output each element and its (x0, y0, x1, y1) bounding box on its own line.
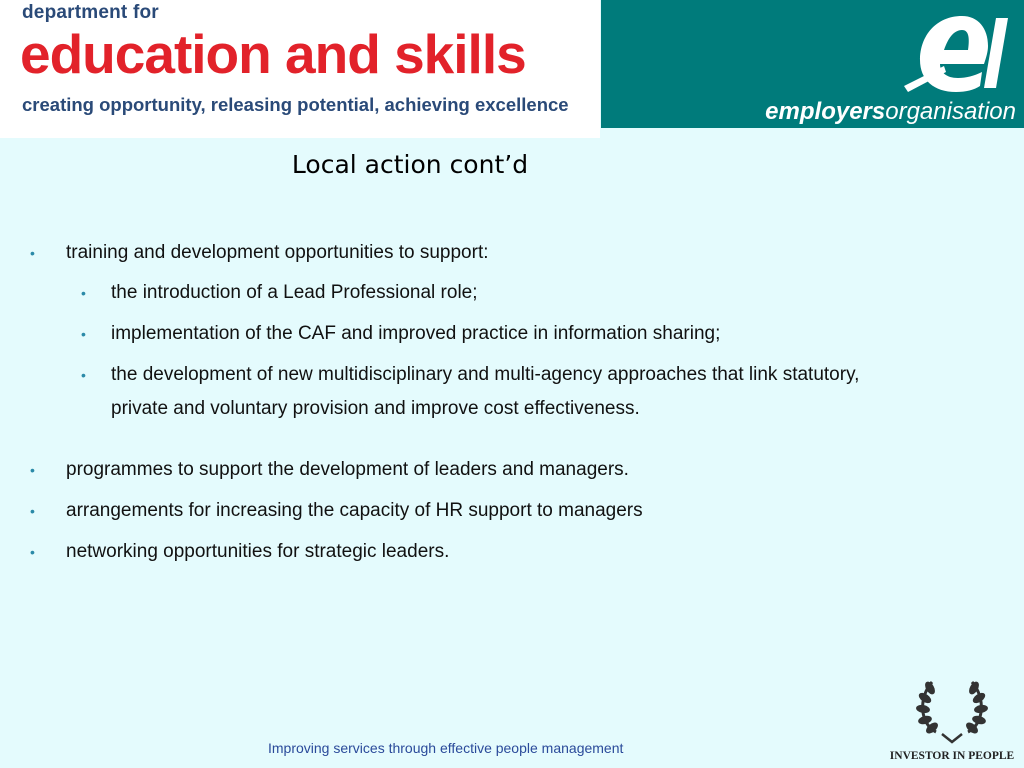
eo-wordmark (765, 98, 1016, 126)
iip-label: INVESTOR IN PEOPLE (889, 750, 1015, 762)
eo-bold-text: employers (765, 98, 886, 125)
dfes-logo (0, 0, 600, 138)
sub-bullet-item (81, 358, 860, 392)
bullet-text: programmes to support the development of leaders and managers. (66, 459, 629, 480)
bullet-text: implementation of the CAF and improved practice in information sharing; (111, 323, 721, 344)
eo-regular-text: organisation (885, 98, 1016, 125)
bullet-text: arrangements for increasing the capacity of HR support to managers (66, 500, 643, 521)
bullet-text: the development of new multidisciplinary and multi-agency approaches that link statutory, (111, 364, 860, 385)
bullet-item (30, 494, 643, 528)
bullet-icon: • (81, 367, 86, 383)
bullet-icon: • (81, 285, 86, 301)
dfes-education-and-skills: education and skills (20, 23, 526, 85)
bullet-continuation (111, 392, 640, 426)
sub-bullet-item (81, 317, 721, 351)
laurel-wreath-icon (886, 672, 1018, 748)
header (0, 0, 1024, 138)
bullet-icon: • (81, 326, 86, 342)
bullet-item (30, 453, 629, 487)
bullet-text: networking opportunities for strategic leaders. (66, 541, 450, 562)
bullet-icon: • (30, 462, 35, 478)
bullet-text: private and voluntary provision and improve cost effectiveness. (111, 398, 640, 419)
slide-title: Local action cont’d (291, 150, 529, 179)
bullet-icon: • (30, 503, 35, 519)
dfes-department-for: department for (22, 2, 159, 23)
bullet-icon: • (30, 544, 35, 560)
bullet-item (30, 535, 450, 569)
sub-bullet-item (81, 276, 478, 310)
employers-organisation-logo (601, 0, 1024, 128)
bullet-icon: • (30, 245, 35, 261)
bullet-item (30, 236, 489, 270)
bullet-text: the introduction of a Lead Professional role; (111, 282, 478, 303)
eo-e-icon (904, 8, 1014, 98)
footer-text: Improving services through effective people management (268, 740, 624, 756)
bullet-text: training and development opportunities to support: (66, 242, 489, 263)
investor-in-people-logo (886, 672, 1018, 764)
dfes-tagline: creating opportunity, releasing potential, achieving excellence (22, 94, 569, 115)
